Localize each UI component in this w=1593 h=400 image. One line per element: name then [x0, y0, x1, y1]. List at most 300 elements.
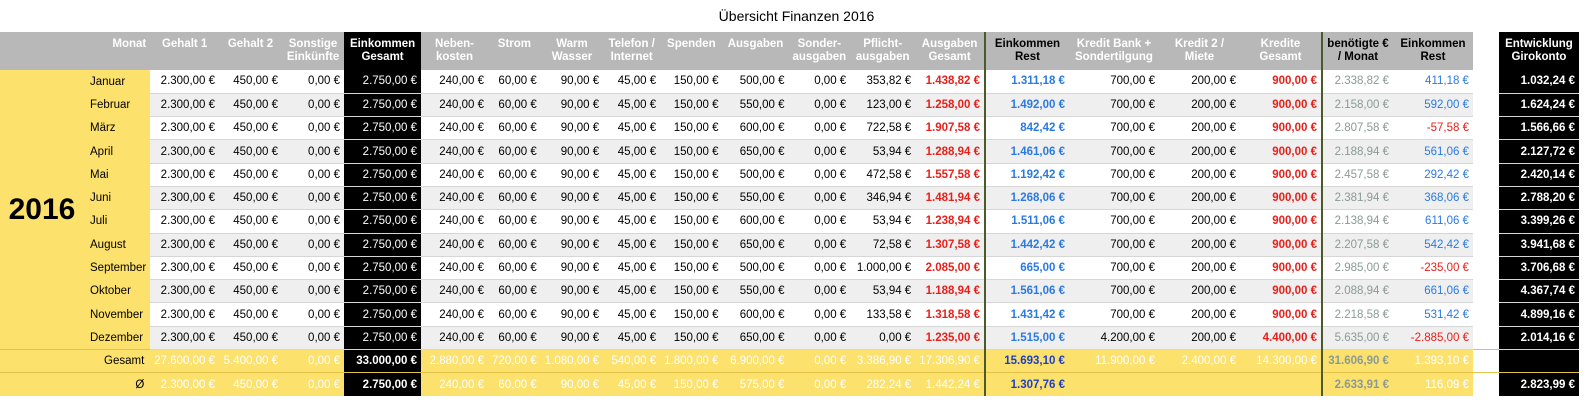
- cell-kb[interactable]: 700,00 €: [1069, 140, 1159, 163]
- cell-bm[interactable]: 2.381,94 €: [1322, 186, 1393, 209]
- cell-g1[interactable]: 2.300,00 €: [150, 326, 219, 349]
- cell-ent[interactable]: 1.566,66 €: [1499, 117, 1579, 140]
- cell-k2[interactable]: 200,00 €: [1159, 233, 1240, 256]
- footer-cell-ag[interactable]: 17.306,90 €: [915, 350, 985, 373]
- footer-cell-sp[interactable]: 1.800,00 €: [660, 350, 722, 373]
- cell-er[interactable]: 1.461,06 €: [985, 140, 1069, 163]
- cell-kg[interactable]: 900,00 €: [1240, 280, 1322, 303]
- cell-pa[interactable]: 53,94 €: [850, 210, 915, 233]
- cell-g2[interactable]: 450,00 €: [219, 117, 282, 140]
- cell-au[interactable]: 500,00 €: [723, 163, 789, 186]
- cell-sa[interactable]: 0,00 €: [789, 256, 851, 279]
- cell-sp[interactable]: 150,00 €: [660, 117, 722, 140]
- cell-g2[interactable]: 450,00 €: [219, 93, 282, 116]
- cell-k2[interactable]: 200,00 €: [1159, 210, 1240, 233]
- month-cell[interactable]: Juli: [84, 210, 150, 233]
- cell-tel[interactable]: 45,00 €: [603, 117, 660, 140]
- cell-ww[interactable]: 90,00 €: [541, 117, 603, 140]
- cell-so[interactable]: 0,00 €: [282, 210, 344, 233]
- cell-ag[interactable]: 1.238,94 €: [915, 210, 985, 233]
- cell-ww[interactable]: 90,00 €: [541, 186, 603, 209]
- cell-er2[interactable]: 292,42 €: [1393, 163, 1473, 186]
- cell-eg[interactable]: 2.750,00 €: [344, 70, 421, 93]
- col-header-telefon[interactable]: Telefon / Internet: [603, 32, 660, 70]
- cell-g1[interactable]: 2.300,00 €: [150, 280, 219, 303]
- cell-bm[interactable]: 5.635,00 €: [1322, 326, 1393, 349]
- cell-g1[interactable]: 2.300,00 €: [150, 163, 219, 186]
- col-header-ausgaben-gesamt[interactable]: Ausgaben Gesamt: [915, 32, 985, 70]
- cell-eg[interactable]: 2.750,00 €: [344, 140, 421, 163]
- cell-kg[interactable]: 900,00 €: [1240, 210, 1322, 233]
- cell-nk[interactable]: 240,00 €: [421, 326, 488, 349]
- cell-g2[interactable]: 450,00 €: [219, 233, 282, 256]
- cell-au[interactable]: 650,00 €: [723, 326, 789, 349]
- footer-cell-g1[interactable]: 2.300,00 €: [150, 373, 219, 396]
- cell-sa[interactable]: 0,00 €: [789, 280, 851, 303]
- cell-ent[interactable]: 4.899,16 €: [1499, 303, 1579, 326]
- cell-tel[interactable]: 45,00 €: [603, 233, 660, 256]
- cell-er2[interactable]: 611,06 €: [1393, 210, 1473, 233]
- cell-eg[interactable]: 2.750,00 €: [344, 93, 421, 116]
- col-header-gehalt1[interactable]: Gehalt 1: [150, 32, 219, 70]
- cell-pa[interactable]: 472,58 €: [850, 163, 915, 186]
- month-cell[interactable]: Oktober: [84, 280, 150, 303]
- cell-kg[interactable]: 900,00 €: [1240, 163, 1322, 186]
- footer-cell-ent[interactable]: [1499, 350, 1579, 373]
- month-cell[interactable]: November: [84, 303, 150, 326]
- cell-er2[interactable]: 411,18 €: [1393, 70, 1473, 93]
- cell-g1[interactable]: 2.300,00 €: [150, 93, 219, 116]
- cell-pa[interactable]: 123,00 €: [850, 93, 915, 116]
- cell-au[interactable]: 600,00 €: [723, 117, 789, 140]
- cell-nk[interactable]: 240,00 €: [421, 93, 488, 116]
- cell-ent[interactable]: 3.941,68 €: [1499, 233, 1579, 256]
- cell-st[interactable]: 60,00 €: [488, 186, 541, 209]
- cell-au[interactable]: 550,00 €: [723, 280, 789, 303]
- cell-ww[interactable]: 90,00 €: [541, 140, 603, 163]
- cell-k2[interactable]: 200,00 €: [1159, 256, 1240, 279]
- cell-so[interactable]: 0,00 €: [282, 233, 344, 256]
- cell-ww[interactable]: 90,00 €: [541, 233, 603, 256]
- cell-sa[interactable]: 0,00 €: [789, 140, 851, 163]
- cell-g2[interactable]: 450,00 €: [219, 140, 282, 163]
- cell-nk[interactable]: 240,00 €: [421, 70, 488, 93]
- cell-st[interactable]: 60,00 €: [488, 326, 541, 349]
- cell-au[interactable]: 550,00 €: [723, 186, 789, 209]
- cell-sa[interactable]: 0,00 €: [789, 210, 851, 233]
- cell-bm[interactable]: 2.985,00 €: [1322, 256, 1393, 279]
- cell-tel[interactable]: 45,00 €: [603, 70, 660, 93]
- cell-nk[interactable]: 240,00 €: [421, 117, 488, 140]
- col-header-ausgaben[interactable]: Ausgaben: [723, 32, 789, 70]
- cell-sp[interactable]: 150,00 €: [660, 303, 722, 326]
- cell-pa[interactable]: 53,94 €: [850, 280, 915, 303]
- month-cell[interactable]: Februar: [84, 93, 150, 116]
- cell-g1[interactable]: 2.300,00 €: [150, 256, 219, 279]
- cell-eg[interactable]: 2.750,00 €: [344, 117, 421, 140]
- cell-k2[interactable]: 200,00 €: [1159, 303, 1240, 326]
- cell-ent[interactable]: 2.788,20 €: [1499, 186, 1579, 209]
- cell-g2[interactable]: 450,00 €: [219, 70, 282, 93]
- col-header-benoetigte[interactable]: benötigte € / Monat: [1322, 32, 1393, 70]
- cell-bm[interactable]: 2.457,58 €: [1322, 163, 1393, 186]
- cell-sp[interactable]: 150,00 €: [660, 280, 722, 303]
- cell-kg[interactable]: 4.400,00 €: [1240, 326, 1322, 349]
- cell-st[interactable]: 60,00 €: [488, 163, 541, 186]
- col-header-sonderausgaben[interactable]: Sonder- ausgaben: [789, 32, 851, 70]
- cell-g1[interactable]: 2.300,00 €: [150, 186, 219, 209]
- cell-st[interactable]: 60,00 €: [488, 70, 541, 93]
- cell-tel[interactable]: 45,00 €: [603, 93, 660, 116]
- cell-bm[interactable]: 2.338,82 €: [1322, 70, 1393, 93]
- month-cell[interactable]: Juni: [84, 186, 150, 209]
- cell-kb[interactable]: 700,00 €: [1069, 93, 1159, 116]
- cell-k2[interactable]: 200,00 €: [1159, 93, 1240, 116]
- cell-eg[interactable]: 2.750,00 €: [344, 210, 421, 233]
- cell-nk[interactable]: 240,00 €: [421, 210, 488, 233]
- cell-ag[interactable]: 1.235,00 €: [915, 326, 985, 349]
- cell-k2[interactable]: 200,00 €: [1159, 163, 1240, 186]
- footer-cell-sa[interactable]: 0,00 €: [789, 373, 851, 396]
- cell-bm[interactable]: 2.207,58 €: [1322, 233, 1393, 256]
- cell-bm[interactable]: 2.218,58 €: [1322, 303, 1393, 326]
- cell-eg[interactable]: 2.750,00 €: [344, 256, 421, 279]
- cell-eg[interactable]: 2.750,00 €: [344, 233, 421, 256]
- month-cell[interactable]: Mai: [84, 163, 150, 186]
- cell-k2[interactable]: 200,00 €: [1159, 280, 1240, 303]
- cell-k2[interactable]: 200,00 €: [1159, 117, 1240, 140]
- cell-nk[interactable]: 240,00 €: [421, 140, 488, 163]
- footer-cell-nk[interactable]: 240,00 €: [421, 373, 488, 396]
- cell-au[interactable]: 600,00 €: [723, 210, 789, 233]
- cell-er[interactable]: 1.431,42 €: [985, 303, 1069, 326]
- cell-er[interactable]: 1.492,00 €: [985, 93, 1069, 116]
- footer-cell-er2[interactable]: 1.393,10 €: [1393, 350, 1473, 373]
- cell-er[interactable]: 1.442,42 €: [985, 233, 1069, 256]
- month-cell[interactable]: August: [84, 233, 150, 256]
- cell-bm[interactable]: 2.138,94 €: [1322, 210, 1393, 233]
- cell-kb[interactable]: 700,00 €: [1069, 210, 1159, 233]
- cell-ag[interactable]: 1.438,82 €: [915, 70, 985, 93]
- cell-tel[interactable]: 45,00 €: [603, 326, 660, 349]
- col-header-spenden[interactable]: Spenden: [660, 32, 722, 70]
- cell-g2[interactable]: 450,00 €: [219, 256, 282, 279]
- cell-ent[interactable]: 2.127,72 €: [1499, 140, 1579, 163]
- cell-tel[interactable]: 45,00 €: [603, 210, 660, 233]
- footer-cell-sa[interactable]: 0,00 €: [789, 350, 851, 373]
- footer-cell-kg[interactable]: 14.300,00 €: [1240, 350, 1322, 373]
- cell-kb[interactable]: 700,00 €: [1069, 256, 1159, 279]
- cell-er2[interactable]: 561,06 €: [1393, 140, 1473, 163]
- cell-sp[interactable]: 150,00 €: [660, 70, 722, 93]
- cell-ww[interactable]: 90,00 €: [541, 210, 603, 233]
- footer-cell-nk[interactable]: 2.880,00 €: [421, 350, 488, 373]
- cell-tel[interactable]: 45,00 €: [603, 303, 660, 326]
- cell-er[interactable]: 1.511,06 €: [985, 210, 1069, 233]
- cell-au[interactable]: 500,00 €: [723, 256, 789, 279]
- footer-cell-g2[interactable]: 5.400,00 €: [219, 350, 282, 373]
- footer-cell-ag[interactable]: 1.442,24 €: [915, 373, 985, 396]
- cell-g1[interactable]: 2.300,00 €: [150, 140, 219, 163]
- cell-ww[interactable]: 90,00 €: [541, 256, 603, 279]
- cell-au[interactable]: 600,00 €: [723, 303, 789, 326]
- col-header-strom[interactable]: Strom: [488, 32, 541, 70]
- cell-er[interactable]: 1.561,06 €: [985, 280, 1069, 303]
- cell-kb[interactable]: 700,00 €: [1069, 186, 1159, 209]
- cell-pa[interactable]: 346,94 €: [850, 186, 915, 209]
- footer-cell-so[interactable]: 0,00 €: [282, 373, 344, 396]
- cell-nk[interactable]: 240,00 €: [421, 186, 488, 209]
- cell-sa[interactable]: 0,00 €: [789, 70, 851, 93]
- cell-sp[interactable]: 150,00 €: [660, 256, 722, 279]
- footer-cell-kb[interactable]: 11.900,00 €: [1069, 350, 1159, 373]
- cell-so[interactable]: 0,00 €: [282, 326, 344, 349]
- cell-so[interactable]: 0,00 €: [282, 93, 344, 116]
- cell-er2[interactable]: 542,42 €: [1393, 233, 1473, 256]
- cell-ww[interactable]: 90,00 €: [541, 93, 603, 116]
- cell-so[interactable]: 0,00 €: [282, 280, 344, 303]
- footer-cell-so[interactable]: 0,00 €: [282, 350, 344, 373]
- cell-sp[interactable]: 150,00 €: [660, 186, 722, 209]
- cell-so[interactable]: 0,00 €: [282, 117, 344, 140]
- cell-ag[interactable]: 1.481,94 €: [915, 186, 985, 209]
- footer-cell-eg[interactable]: 2.750,00 €: [344, 373, 421, 396]
- cell-sp[interactable]: 150,00 €: [660, 210, 722, 233]
- footer-cell-au[interactable]: 6.900,00 €: [723, 350, 789, 373]
- cell-g2[interactable]: 450,00 €: [219, 163, 282, 186]
- cell-so[interactable]: 0,00 €: [282, 70, 344, 93]
- cell-au[interactable]: 500,00 €: [723, 70, 789, 93]
- cell-st[interactable]: 60,00 €: [488, 256, 541, 279]
- footer-cell-g1[interactable]: 27.600,00 €: [150, 350, 219, 373]
- cell-er[interactable]: 1.268,06 €: [985, 186, 1069, 209]
- cell-nk[interactable]: 240,00 €: [421, 256, 488, 279]
- footer-cell-kb[interactable]: [1069, 373, 1159, 396]
- col-header-entwicklung[interactable]: Entwicklung Girokonto: [1499, 32, 1579, 70]
- footer-cell-k2[interactable]: [1159, 373, 1240, 396]
- cell-g2[interactable]: 450,00 €: [219, 280, 282, 303]
- cell-kb[interactable]: 700,00 €: [1069, 163, 1159, 186]
- month-cell[interactable]: September: [84, 256, 150, 279]
- cell-er[interactable]: 1.311,18 €: [985, 70, 1069, 93]
- cell-g1[interactable]: 2.300,00 €: [150, 233, 219, 256]
- cell-au[interactable]: 650,00 €: [723, 140, 789, 163]
- cell-er[interactable]: 1.192,42 €: [985, 163, 1069, 186]
- footer-cell-st[interactable]: 720,00 €: [488, 350, 541, 373]
- cell-ag[interactable]: 1.188,94 €: [915, 280, 985, 303]
- cell-sa[interactable]: 0,00 €: [789, 117, 851, 140]
- cell-ag[interactable]: 1.258,00 €: [915, 93, 985, 116]
- footer-cell-eg[interactable]: 33.000,00 €: [344, 350, 421, 373]
- col-header-einkommen-gesamt[interactable]: Einkommen Gesamt: [344, 32, 421, 70]
- cell-kb[interactable]: 700,00 €: [1069, 117, 1159, 140]
- month-cell[interactable]: April: [84, 140, 150, 163]
- cell-sa[interactable]: 0,00 €: [789, 163, 851, 186]
- cell-st[interactable]: 60,00 €: [488, 233, 541, 256]
- cell-g1[interactable]: 2.300,00 €: [150, 70, 219, 93]
- footer-cell-kg[interactable]: [1240, 373, 1322, 396]
- cell-g2[interactable]: 450,00 €: [219, 326, 282, 349]
- cell-er[interactable]: 1.515,00 €: [985, 326, 1069, 349]
- col-header-warmwasser[interactable]: Warm Wasser: [541, 32, 603, 70]
- cell-kb[interactable]: 700,00 €: [1069, 233, 1159, 256]
- cell-kg[interactable]: 900,00 €: [1240, 70, 1322, 93]
- cell-eg[interactable]: 2.750,00 €: [344, 280, 421, 303]
- month-cell[interactable]: Januar: [84, 70, 150, 93]
- cell-nk[interactable]: 240,00 €: [421, 303, 488, 326]
- cell-st[interactable]: 60,00 €: [488, 303, 541, 326]
- cell-k2[interactable]: 200,00 €: [1159, 186, 1240, 209]
- footer-cell-tel[interactable]: 45,00 €: [603, 373, 660, 396]
- cell-tel[interactable]: 45,00 €: [603, 280, 660, 303]
- cell-er2[interactable]: 531,42 €: [1393, 303, 1473, 326]
- cell-ent[interactable]: 1.624,24 €: [1499, 93, 1579, 116]
- cell-ww[interactable]: 90,00 €: [541, 303, 603, 326]
- cell-er2[interactable]: -2.885,00 €: [1393, 326, 1473, 349]
- cell-pa[interactable]: 133,58 €: [850, 303, 915, 326]
- cell-nk[interactable]: 240,00 €: [421, 280, 488, 303]
- cell-bm[interactable]: 2.158,00 €: [1322, 93, 1393, 116]
- cell-kb[interactable]: 700,00 €: [1069, 280, 1159, 303]
- cell-ent[interactable]: 3.706,68 €: [1499, 256, 1579, 279]
- cell-kg[interactable]: 900,00 €: [1240, 233, 1322, 256]
- cell-so[interactable]: 0,00 €: [282, 186, 344, 209]
- cell-tel[interactable]: 45,00 €: [603, 140, 660, 163]
- col-header-einkommen-rest-2[interactable]: Einkommen Rest: [1393, 32, 1473, 70]
- cell-ww[interactable]: 90,00 €: [541, 163, 603, 186]
- cell-sa[interactable]: 0,00 €: [789, 326, 851, 349]
- cell-er[interactable]: 665,00 €: [985, 256, 1069, 279]
- cell-nk[interactable]: 240,00 €: [421, 163, 488, 186]
- cell-er2[interactable]: 661,06 €: [1393, 280, 1473, 303]
- footer-cell-er[interactable]: 1.307,76 €: [985, 373, 1069, 396]
- cell-so[interactable]: 0,00 €: [282, 140, 344, 163]
- cell-sp[interactable]: 150,00 €: [660, 233, 722, 256]
- cell-ent[interactable]: 3.399,26 €: [1499, 210, 1579, 233]
- cell-nk[interactable]: 240,00 €: [421, 233, 488, 256]
- cell-so[interactable]: 0,00 €: [282, 256, 344, 279]
- col-header-einkommen-rest[interactable]: Einkommen Rest: [985, 32, 1069, 70]
- cell-pa[interactable]: 0,00 €: [850, 326, 915, 349]
- footer-cell-tel[interactable]: 540,00 €: [603, 350, 660, 373]
- cell-kg[interactable]: 900,00 €: [1240, 256, 1322, 279]
- footer-cell-ent[interactable]: 2.823,99 €: [1499, 373, 1579, 396]
- col-header-nebenkosten[interactable]: Neben- kosten: [421, 32, 488, 70]
- cell-er2[interactable]: -57,58 €: [1393, 117, 1473, 140]
- footer-cell-bm[interactable]: 2.633,91 €: [1322, 373, 1393, 396]
- cell-g2[interactable]: 450,00 €: [219, 210, 282, 233]
- cell-sp[interactable]: 150,00 €: [660, 326, 722, 349]
- cell-pa[interactable]: 722,58 €: [850, 117, 915, 140]
- cell-ent[interactable]: 2.420,14 €: [1499, 163, 1579, 186]
- cell-tel[interactable]: 45,00 €: [603, 256, 660, 279]
- cell-sp[interactable]: 150,00 €: [660, 163, 722, 186]
- cell-g1[interactable]: 2.300,00 €: [150, 303, 219, 326]
- col-header-pflichtausgaben[interactable]: Pflicht- ausgaben: [850, 32, 915, 70]
- cell-er2[interactable]: -235,00 €: [1393, 256, 1473, 279]
- cell-kg[interactable]: 900,00 €: [1240, 303, 1322, 326]
- cell-ww[interactable]: 90,00 €: [541, 326, 603, 349]
- col-header-kredit-bank[interactable]: Kredit Bank + Sondertilgung: [1069, 32, 1159, 70]
- cell-ag[interactable]: 1.307,58 €: [915, 233, 985, 256]
- cell-kg[interactable]: 900,00 €: [1240, 93, 1322, 116]
- cell-kg[interactable]: 900,00 €: [1240, 186, 1322, 209]
- cell-g1[interactable]: 2.300,00 €: [150, 117, 219, 140]
- cell-pa[interactable]: 72,58 €: [850, 233, 915, 256]
- cell-tel[interactable]: 45,00 €: [603, 186, 660, 209]
- cell-eg[interactable]: 2.750,00 €: [344, 326, 421, 349]
- cell-eg[interactable]: 2.750,00 €: [344, 163, 421, 186]
- cell-sa[interactable]: 0,00 €: [789, 186, 851, 209]
- cell-sp[interactable]: 150,00 €: [660, 93, 722, 116]
- cell-st[interactable]: 60,00 €: [488, 117, 541, 140]
- footer-cell-bm[interactable]: 31.606,90 €: [1322, 350, 1393, 373]
- cell-sa[interactable]: 0,00 €: [789, 303, 851, 326]
- footer-cell-g2[interactable]: 450,00 €: [219, 373, 282, 396]
- cell-au[interactable]: 550,00 €: [723, 93, 789, 116]
- cell-ag[interactable]: 1.288,94 €: [915, 140, 985, 163]
- cell-st[interactable]: 60,00 €: [488, 140, 541, 163]
- cell-ent[interactable]: 2.014,16 €: [1499, 326, 1579, 349]
- cell-ag[interactable]: 2.085,00 €: [915, 256, 985, 279]
- cell-er[interactable]: 842,42 €: [985, 117, 1069, 140]
- cell-er2[interactable]: 368,06 €: [1393, 186, 1473, 209]
- cell-so[interactable]: 0,00 €: [282, 163, 344, 186]
- cell-st[interactable]: 60,00 €: [488, 93, 541, 116]
- cell-st[interactable]: 60,00 €: [488, 210, 541, 233]
- cell-so[interactable]: 0,00 €: [282, 303, 344, 326]
- col-header-sonstige[interactable]: Sonstige Einkünfte: [282, 32, 344, 70]
- cell-ent[interactable]: 4.367,74 €: [1499, 280, 1579, 303]
- cell-ent[interactable]: 1.032,24 €: [1499, 70, 1579, 93]
- cell-ag[interactable]: 1.318,58 €: [915, 303, 985, 326]
- cell-g2[interactable]: 450,00 €: [219, 186, 282, 209]
- cell-st[interactable]: 60,00 €: [488, 280, 541, 303]
- cell-au[interactable]: 650,00 €: [723, 233, 789, 256]
- footer-cell-st[interactable]: 60,00 €: [488, 373, 541, 396]
- cell-k2[interactable]: 200,00 €: [1159, 140, 1240, 163]
- cell-sa[interactable]: 0,00 €: [789, 233, 851, 256]
- col-header-kredit2[interactable]: Kredit 2 / Miete: [1159, 32, 1240, 70]
- cell-ww[interactable]: 90,00 €: [541, 70, 603, 93]
- col-header-kredite-gesamt[interactable]: Kredite Gesamt: [1240, 32, 1322, 70]
- footer-cell-pa[interactable]: 3.386,90 €: [850, 350, 915, 373]
- cell-k2[interactable]: 200,00 €: [1159, 326, 1240, 349]
- cell-k2[interactable]: 200,00 €: [1159, 70, 1240, 93]
- cell-g2[interactable]: 450,00 €: [219, 303, 282, 326]
- cell-kb[interactable]: 700,00 €: [1069, 70, 1159, 93]
- footer-cell-ww[interactable]: 1.080,00 €: [541, 350, 603, 373]
- month-cell[interactable]: März: [84, 117, 150, 140]
- cell-g1[interactable]: 2.300,00 €: [150, 210, 219, 233]
- cell-kb[interactable]: 4.200,00 €: [1069, 326, 1159, 349]
- footer-cell-k2[interactable]: 2.400,00 €: [1159, 350, 1240, 373]
- footer-cell-ww[interactable]: 90,00 €: [541, 373, 603, 396]
- cell-pa[interactable]: 1.000,00 €: [850, 256, 915, 279]
- cell-pa[interactable]: 353,82 €: [850, 70, 915, 93]
- cell-ag[interactable]: 1.907,58 €: [915, 117, 985, 140]
- cell-sa[interactable]: 0,00 €: [789, 93, 851, 116]
- cell-sp[interactable]: 150,00 €: [660, 140, 722, 163]
- cell-bm[interactable]: 2.088,94 €: [1322, 280, 1393, 303]
- footer-cell-au[interactable]: 575,00 €: [723, 373, 789, 396]
- cell-ww[interactable]: 90,00 €: [541, 280, 603, 303]
- cell-tel[interactable]: 45,00 €: [603, 163, 660, 186]
- cell-eg[interactable]: 2.750,00 €: [344, 186, 421, 209]
- cell-kg[interactable]: 900,00 €: [1240, 117, 1322, 140]
- cell-bm[interactable]: 2.188,94 €: [1322, 140, 1393, 163]
- footer-cell-er2[interactable]: 116,09 €: [1393, 373, 1473, 396]
